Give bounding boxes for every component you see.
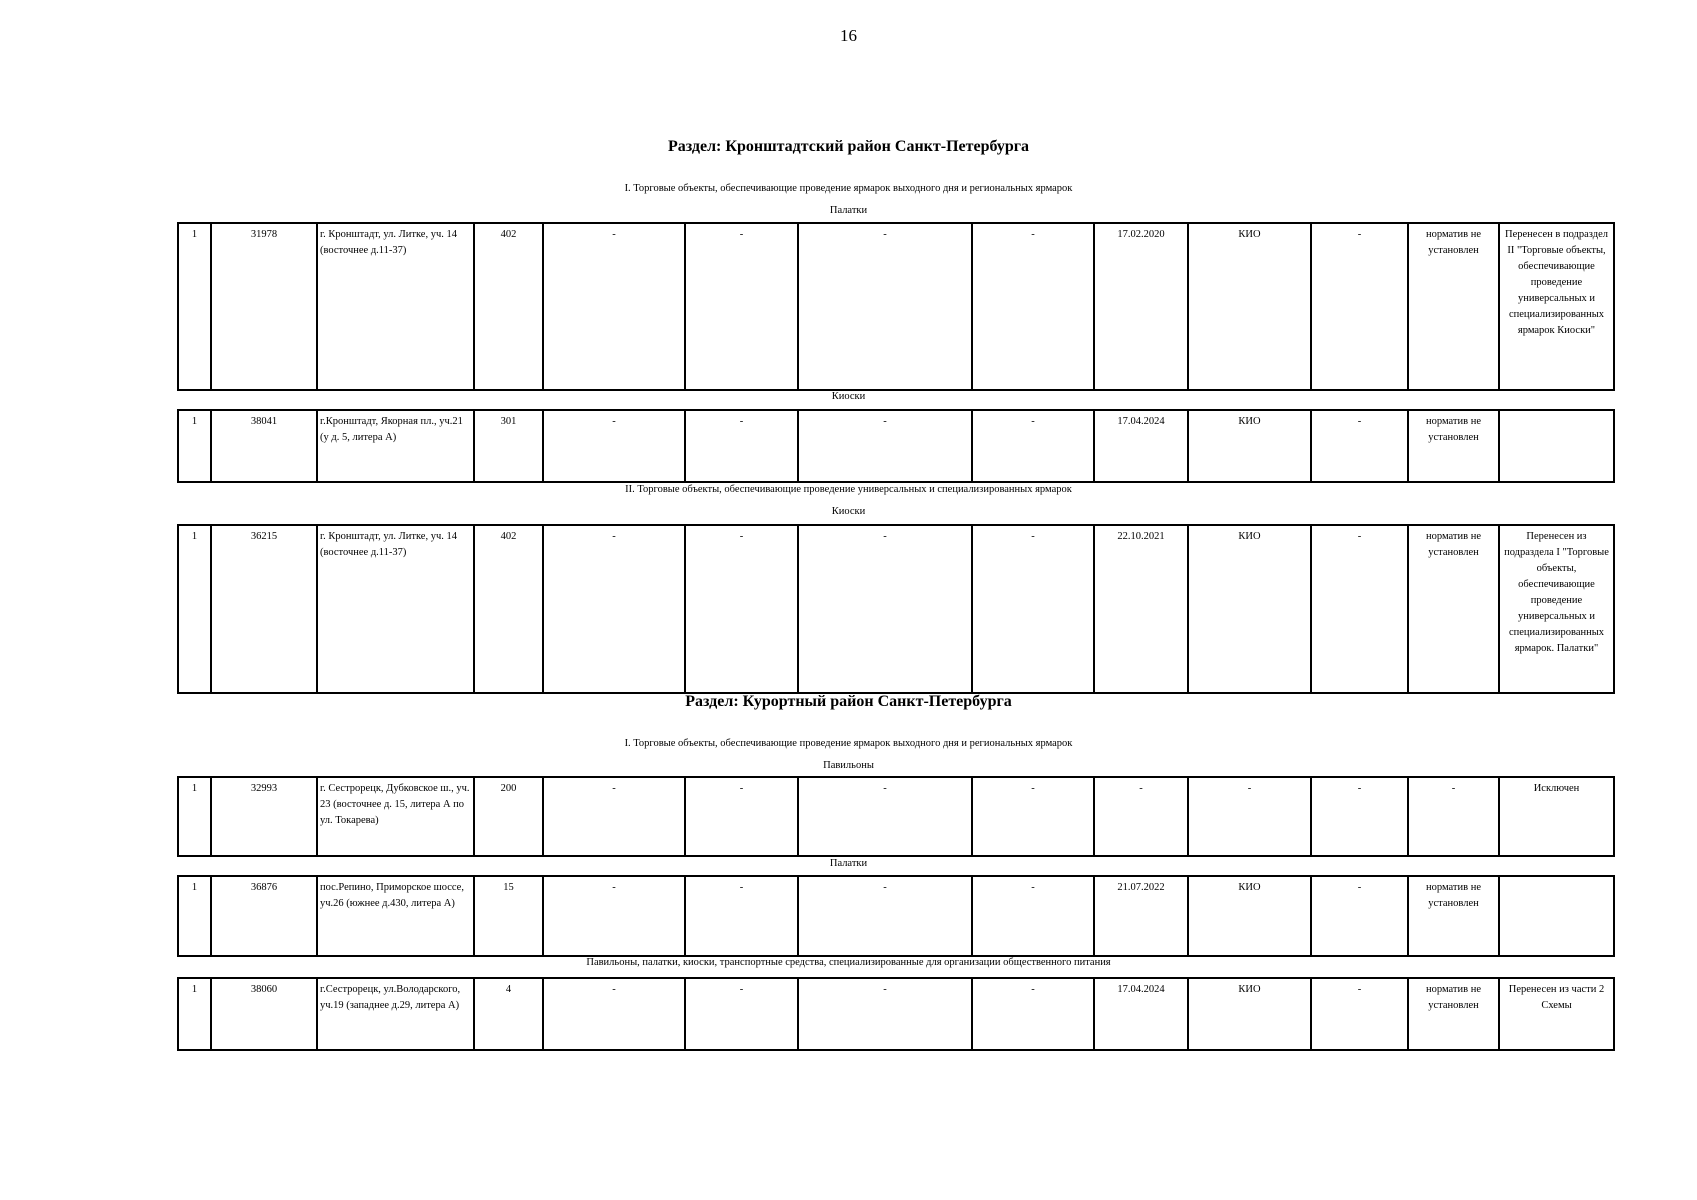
col5-cell: - bbox=[543, 223, 685, 390]
area-cell: 402 bbox=[474, 223, 543, 390]
table-row bbox=[178, 777, 1614, 856]
norm-cell: норматив не установлен bbox=[1408, 978, 1499, 1050]
col6-cell: - bbox=[685, 978, 798, 1050]
page-number: 16 bbox=[840, 26, 857, 45]
col11-cell: - bbox=[1311, 410, 1408, 482]
col8-cell: - bbox=[972, 410, 1094, 482]
col5-cell: - bbox=[543, 777, 685, 856]
group-title: Киоски bbox=[831, 391, 866, 402]
register-table bbox=[177, 776, 1615, 857]
note-cell bbox=[1499, 410, 1614, 482]
norm-cell: норматив не установлен bbox=[1408, 525, 1499, 693]
organization-cell: КИО bbox=[1188, 876, 1311, 956]
organization-cell: - bbox=[1188, 777, 1311, 856]
col8-cell: - bbox=[972, 876, 1094, 956]
address-cell: г.Кронштадт, Якорная пл., уч.21 (у д. 5, литера А) bbox=[317, 410, 474, 482]
address-cell: пос.Репино, Приморское шоссе, уч.26 (южнее д.430, литера А) bbox=[317, 876, 474, 956]
col7-cell: - bbox=[798, 525, 972, 693]
group-title: Палатки bbox=[829, 205, 868, 216]
section-title: Раздел: Курортный район Санкт-Петербурга bbox=[685, 693, 1012, 710]
col8-cell: - bbox=[972, 978, 1094, 1050]
object-id-cell: 31978 bbox=[211, 223, 317, 390]
object-id-cell: 36876 bbox=[211, 876, 317, 956]
register-table bbox=[177, 977, 1615, 1051]
row-number-cell: 1 bbox=[178, 223, 211, 390]
register-table bbox=[177, 875, 1615, 957]
norm-cell: норматив не установлен bbox=[1408, 223, 1499, 390]
subsection-title: II. Торговые объекты, обеспечивающие проведение универсальных и специализированных ярмарок bbox=[625, 484, 1072, 495]
address-cell: г. Кронштадт, ул. Литке, уч. 14 (восточнее д.11-37) bbox=[317, 525, 474, 693]
organization-cell: КИО bbox=[1188, 223, 1311, 390]
subsection-title: I. Торговые объекты, обеспечивающие проведение ярмарок выходного дня и региональных ярмарок bbox=[624, 183, 1073, 194]
object-id-cell: 38041 bbox=[211, 410, 317, 482]
register-table bbox=[177, 409, 1615, 483]
date-cell: 22.10.2021 bbox=[1094, 525, 1188, 693]
organization-cell: КИО bbox=[1188, 978, 1311, 1050]
note-cell: Перенесен из подраздела I "Торговые объекты, обеспечивающие проведение универсальных и специализированных ярмарок. Палатки" bbox=[1499, 525, 1614, 693]
norm-cell: норматив не установлен bbox=[1408, 876, 1499, 956]
area-cell: 402 bbox=[474, 525, 543, 693]
col6-cell: - bbox=[685, 876, 798, 956]
norm-cell: норматив не установлен bbox=[1408, 410, 1499, 482]
group-title: Павильоны bbox=[823, 760, 874, 771]
col11-cell: - bbox=[1311, 525, 1408, 693]
address-cell: г. Кронштадт, ул. Литке, уч. 14 (восточнее д.11-37) bbox=[317, 223, 474, 390]
col5-cell: - bbox=[543, 876, 685, 956]
group-title: Киоски bbox=[831, 506, 866, 517]
date-cell: - bbox=[1094, 777, 1188, 856]
area-cell: 4 bbox=[474, 978, 543, 1050]
object-id-cell: 38060 bbox=[211, 978, 317, 1050]
col7-cell: - bbox=[798, 777, 972, 856]
address-cell: г.Сестрорецк, ул.Володарского, уч.19 (западнее д.29, литера А) bbox=[317, 978, 474, 1050]
table-row bbox=[178, 978, 1614, 1050]
row-number-cell: 1 bbox=[178, 978, 211, 1050]
note-cell: Перенесен в подраздел II "Торговые объекты, обеспечивающие проведение универсальных и специализированных ярмарок Киоски" bbox=[1499, 223, 1614, 390]
object-id-cell: 32993 bbox=[211, 777, 317, 856]
group-title: Палатки bbox=[829, 858, 868, 869]
row-number-cell: 1 bbox=[178, 525, 211, 693]
object-id-cell: 36215 bbox=[211, 525, 317, 693]
col5-cell: - bbox=[543, 978, 685, 1050]
col7-cell: - bbox=[798, 876, 972, 956]
area-cell: 301 bbox=[474, 410, 543, 482]
row-number-cell: 1 bbox=[178, 410, 211, 482]
col8-cell: - bbox=[972, 525, 1094, 693]
table-row bbox=[178, 525, 1614, 693]
subsection-title: I. Торговые объекты, обеспечивающие проведение ярмарок выходного дня и региональных ярмарок bbox=[624, 738, 1073, 749]
norm-cell: - bbox=[1408, 777, 1499, 856]
col11-cell: - bbox=[1311, 223, 1408, 390]
note-cell bbox=[1499, 876, 1614, 956]
col6-cell: - bbox=[685, 525, 798, 693]
table-row bbox=[178, 223, 1614, 390]
col7-cell: - bbox=[798, 978, 972, 1050]
col7-cell: - bbox=[798, 410, 972, 482]
col11-cell: - bbox=[1311, 978, 1408, 1050]
col6-cell: - bbox=[685, 223, 798, 390]
register-table bbox=[177, 524, 1615, 694]
note-cell: Исключен bbox=[1499, 777, 1614, 856]
col8-cell: - bbox=[972, 223, 1094, 390]
table-row bbox=[178, 410, 1614, 482]
area-cell: 15 bbox=[474, 876, 543, 956]
date-cell: 21.07.2022 bbox=[1094, 876, 1188, 956]
area-cell: 200 bbox=[474, 777, 543, 856]
col6-cell: - bbox=[685, 410, 798, 482]
date-cell: 17.04.2024 bbox=[1094, 410, 1188, 482]
row-number-cell: 1 bbox=[178, 876, 211, 956]
date-cell: 17.04.2024 bbox=[1094, 978, 1188, 1050]
date-cell: 17.02.2020 bbox=[1094, 223, 1188, 390]
col11-cell: - bbox=[1311, 777, 1408, 856]
col5-cell: - bbox=[543, 410, 685, 482]
col5-cell: - bbox=[543, 525, 685, 693]
section-title: Раздел: Кронштадтский район Санкт-Петербурга bbox=[667, 138, 1030, 155]
note-cell: Перенесен из части 2 Схемы bbox=[1499, 978, 1614, 1050]
organization-cell: КИО bbox=[1188, 410, 1311, 482]
col8-cell: - bbox=[972, 777, 1094, 856]
col6-cell: - bbox=[685, 777, 798, 856]
register-table bbox=[177, 222, 1615, 391]
col11-cell: - bbox=[1311, 876, 1408, 956]
col7-cell: - bbox=[798, 223, 972, 390]
address-cell: г. Сестрорецк, Дубковское ш., уч. 23 (восточнее д. 15, литера А по ул. Токарева) bbox=[317, 777, 474, 856]
group-title: Павильоны, палатки, киоски, транспортные средства, специализированные для организации общественного питания bbox=[586, 957, 1111, 968]
row-number-cell: 1 bbox=[178, 777, 211, 856]
table-row bbox=[178, 876, 1614, 956]
organization-cell: КИО bbox=[1188, 525, 1311, 693]
